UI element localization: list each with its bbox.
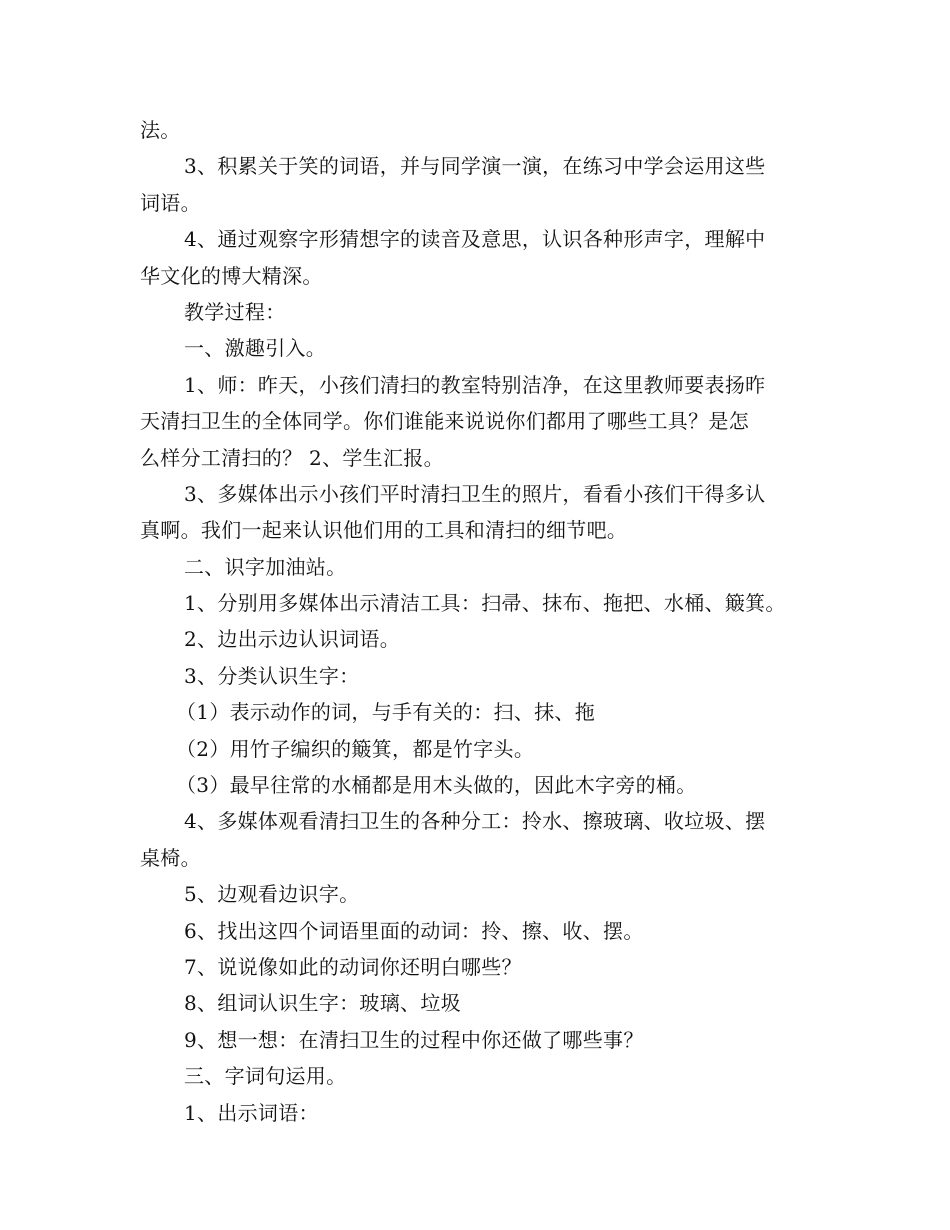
text-line: 1、出示词语： (184, 1100, 319, 1125)
text-line: 词语。 (140, 190, 201, 215)
text-line: 6、找出这四个词语里面的动词：拎、擦、收、摆。 (184, 918, 644, 943)
text-line: （2）用竹子编织的簸箕，都是竹字头。 (176, 736, 535, 761)
text-line: 一、激趣引入。 (184, 336, 327, 361)
text-line: 9、想一想：在清扫卫生的过程中你还做了哪些事？ (184, 1027, 644, 1052)
text-line: 3、分类认识生字： (184, 663, 360, 688)
document-body (140, 112, 820, 1131)
text-line: 3、多媒体出示小孩们平时清扫卫生的照片，看看小孩们干得多认 (184, 481, 766, 506)
text-line: 三、字词句运用。 (184, 1064, 347, 1089)
text-line: 3、积累关于笑的词语，并与同学演一演，在练习中学会运用这些 (184, 154, 766, 179)
text-line: 桌椅。 (140, 845, 201, 870)
text-line: （1）表示动作的词，与手有关的：扫、抹、拖 (176, 700, 596, 725)
text-line: 8、组词认识生字：玻璃、垃圾 (184, 991, 461, 1016)
text-line: 教学过程： (184, 299, 286, 324)
text-line: 4、多媒体观看清扫卫生的各种分工：拎水、擦玻璃、收垃圾、摆 (184, 809, 766, 834)
text-line: 5、边观看边识字。 (184, 882, 360, 907)
text-line: 华文化的博大精深。 (140, 263, 323, 288)
text-line: 么样分工清扫的？ 2、学生汇报。 (140, 445, 444, 470)
text-line: 法。 (140, 118, 181, 142)
text-line: （3）最早往常的水桶都是用木头做的，因此木字旁的桶。 (176, 773, 697, 798)
text-line: 2、边出示边认识词语。 (184, 627, 401, 652)
text-line: 4、通过观察字形猜想字的读音及意思，认识各种形声字，理解中 (184, 227, 766, 252)
text-line: 二、识字加油站。 (184, 554, 347, 579)
text-line: 真啊。我们一起来认识他们用的工具和清扫的细节吧。 (140, 518, 628, 543)
text-line: 1、分别用多媒体出示清洁工具：扫帚、抹布、拖把、水桶、簸箕。 (184, 591, 786, 616)
text-line: 7、说说像如此的动词你还明白哪些？ (184, 954, 522, 979)
text-line: 1、师：昨天，小孩们清扫的教室特别洁净，在这里教师要表扬昨 (184, 372, 766, 397)
text-line: 天清扫卫生的全体同学。你们谁能来说说你们都用了哪些工具？是怎 (140, 409, 749, 434)
